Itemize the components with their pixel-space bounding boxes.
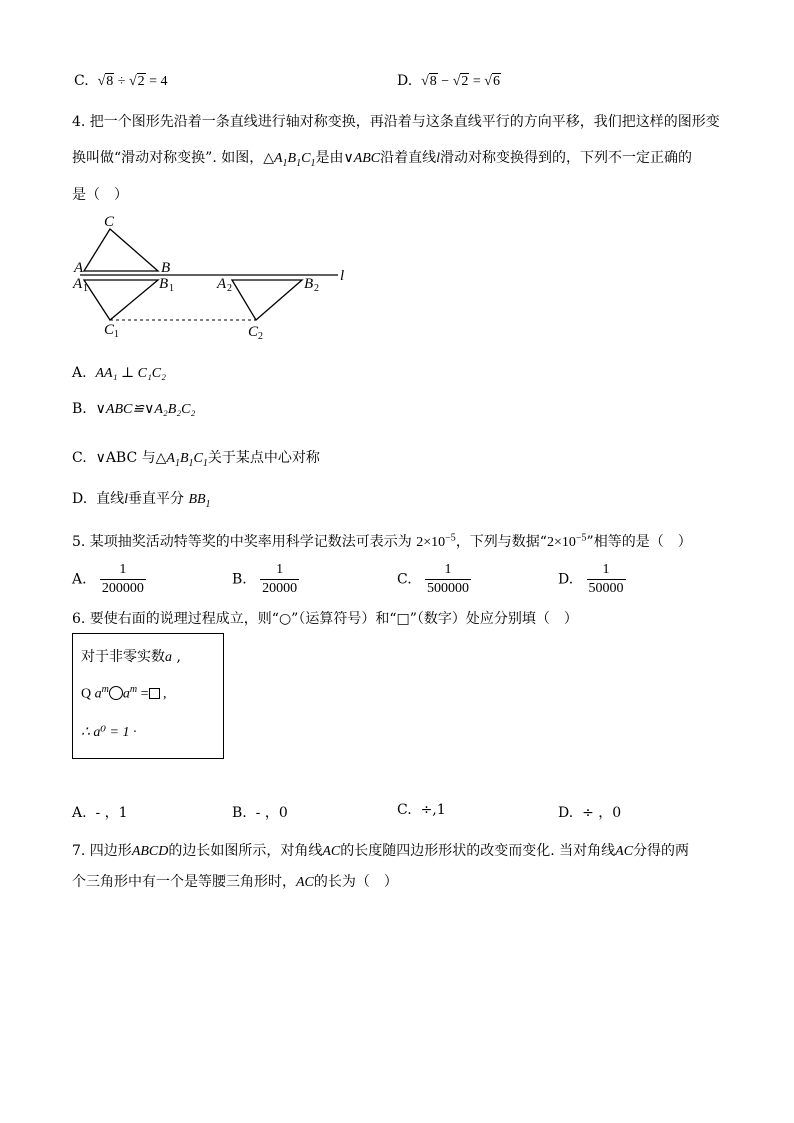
label-A: A xyxy=(74,260,84,276)
box-line3: ∴ a⁰ = 1 · xyxy=(81,725,137,740)
denominator: 20000 xyxy=(262,581,298,596)
q5-option-c xyxy=(397,562,471,597)
text: 的边长如图所示，对角线 xyxy=(168,843,323,859)
option-label: D. xyxy=(72,491,88,507)
q6-option-b xyxy=(232,802,288,822)
text: 换叫做“滑动对称变换”. 如图， xyxy=(72,150,264,166)
label-B2: B xyxy=(304,276,314,292)
label-B2-sub: 2 xyxy=(314,283,319,294)
fraction xyxy=(425,562,471,597)
option-label: A. xyxy=(72,805,87,821)
text: 的长为（ ） xyxy=(313,874,398,890)
q6-stem: 6. 要使右面的说理过程成立，则“○”（运算符号）和“□”（数字）处应分别填（ ） xyxy=(72,611,578,627)
triangle-abc xyxy=(84,229,158,271)
text: 5. 某项抽奖活动特等奖的中奖率用科学记数法可表示为 xyxy=(72,534,412,550)
denominator: 200000 xyxy=(101,581,144,596)
text: 滑动对称变换得到的，下列不一定正确的 xyxy=(440,150,693,166)
numerator: 1 xyxy=(260,562,299,580)
triangle-a1b1c1: $\triangle A_1B_1C_1$ xyxy=(263,151,316,169)
option-text: ∨ABC≌∨A₂B₂C₂ xyxy=(95,402,196,417)
q3-d-expression: √8 − √2 = √6 xyxy=(421,74,500,89)
label-l: l xyxy=(340,268,345,284)
q5-option-b xyxy=(232,562,299,597)
denominator: 500000 xyxy=(427,581,470,596)
option-text: ∨ABC 与 xyxy=(95,450,156,466)
option-text: - ，0 xyxy=(255,805,288,821)
result: = 4 xyxy=(149,74,168,89)
radicand: 6 xyxy=(492,74,500,89)
label-A1: A xyxy=(73,276,83,292)
q7-stem-line2 xyxy=(72,871,398,891)
line-l: l xyxy=(124,492,128,507)
option-text: AA₁ ⊥ C₁C₂ xyxy=(95,366,167,381)
label-C2: C xyxy=(248,324,259,340)
q4-stem-line2 xyxy=(72,147,692,169)
box-line2: Q $a^m$ $a^m$ = , xyxy=(81,684,167,702)
segment-bb1: $BB_1$ xyxy=(188,492,211,510)
label-A2-sub: 2 xyxy=(227,283,232,294)
q6-option-d xyxy=(558,802,621,822)
denominator: 50000 xyxy=(588,581,624,596)
text: 7. 四边形 xyxy=(72,843,132,859)
label-A1-sub: 1 xyxy=(83,283,88,294)
label-C: C xyxy=(104,214,115,230)
numerator: 1 xyxy=(587,562,626,580)
fraction xyxy=(587,562,626,597)
option-label: C. xyxy=(74,73,89,89)
triangle-a1b1c1: $\triangle A_1B_1C_1$ xyxy=(155,451,208,469)
triangle-a2b2c2 xyxy=(232,280,302,320)
q6-proof-box xyxy=(72,633,224,759)
operator: − xyxy=(441,74,450,89)
option-label: A. xyxy=(72,571,87,588)
operator: ÷ xyxy=(117,74,126,89)
q3-c-expression: √8 ÷ √2 = 4 xyxy=(97,74,168,89)
option-label: D. xyxy=(558,805,574,821)
option-text: 直线 xyxy=(96,491,125,507)
label-C2-sub: 2 xyxy=(258,331,263,342)
option-text: 关于某点中心对称 xyxy=(207,450,320,466)
fraction xyxy=(100,562,146,597)
triangle-abc: ∨ABC xyxy=(343,151,381,166)
label-A2: A xyxy=(217,276,227,292)
option-text: - ，1 xyxy=(95,805,128,821)
q5-option-a xyxy=(72,562,146,597)
radicand: 8 xyxy=(429,74,437,89)
numerator: 1 xyxy=(425,562,471,580)
option-text: 垂直平分 xyxy=(127,491,184,507)
q4-stem-line3: 是（ ） xyxy=(72,187,128,203)
numerator: 1 xyxy=(100,562,146,580)
option-label: C. xyxy=(397,802,412,818)
text: 对于非零实数 xyxy=(81,649,165,665)
option-text: ÷,1 xyxy=(420,802,446,818)
q6-option-a xyxy=(72,802,128,822)
text: 个三角形中有一个是等腰三角形时， xyxy=(72,874,296,890)
text: 是由 xyxy=(315,150,344,166)
quad-abcd: ABCD xyxy=(131,844,169,859)
q5-option-d xyxy=(558,562,626,597)
diagonal-ac: AC xyxy=(296,875,314,890)
number-placeholder xyxy=(149,688,160,699)
diagonal-ac: AC xyxy=(322,844,341,859)
text: 分得的两 xyxy=(633,843,690,859)
q4-option-d xyxy=(72,488,211,510)
option-label: C. xyxy=(397,571,412,588)
q4-stem-line1: 4. 把一个图形先沿着一条直线进行轴对称变换，再沿着与这条直线平行的方向平移，我们把这样的图形变 xyxy=(72,114,720,130)
q5-stem xyxy=(72,531,692,551)
option-label: C. xyxy=(72,450,87,466)
text: 的长度随四边形形状的改变而变化. 当对角线 xyxy=(340,843,616,859)
text: ”相等的是（ ） xyxy=(586,534,692,550)
option-label: A. xyxy=(72,365,87,381)
option-label: B. xyxy=(72,401,87,417)
operator-placeholder xyxy=(109,686,123,700)
q3-option-c xyxy=(74,73,168,90)
radicand: 2 xyxy=(137,74,145,89)
diagonal-ac: AC xyxy=(615,844,634,859)
box-line1: 对于非零实数a , xyxy=(81,649,181,665)
equals: = xyxy=(472,74,481,89)
sci-notation: $2\times 10^{-5}$ xyxy=(546,532,587,550)
q4-option-a xyxy=(72,365,166,382)
option-label: B. xyxy=(232,571,247,588)
q3-option-d xyxy=(397,73,501,90)
text: 沿着直线 xyxy=(380,150,437,166)
option-label: B. xyxy=(232,805,247,821)
option-text: ÷ ，0 xyxy=(582,805,622,821)
line-l: l xyxy=(436,151,441,166)
q6-option-c xyxy=(397,802,446,818)
radicand: 8 xyxy=(106,74,114,89)
fraction xyxy=(260,562,299,597)
label-C1: C xyxy=(104,322,115,338)
q4-figure xyxy=(66,208,366,343)
sci-notation: $2\times 10^{-5}$ xyxy=(416,532,456,550)
var-a: a xyxy=(165,650,172,665)
label-B: B xyxy=(161,260,171,276)
text: ，下列与数据“ xyxy=(455,534,547,550)
q4-option-c xyxy=(72,447,320,469)
q4-option-b xyxy=(72,401,195,418)
label-C1-sub: 1 xyxy=(114,329,119,340)
q7-stem-line1 xyxy=(72,840,689,860)
triangle-a1b1c1 xyxy=(84,280,158,320)
option-label: D. xyxy=(397,73,413,89)
radicand: 2 xyxy=(461,74,469,89)
label-B1: B xyxy=(159,276,169,292)
option-label: D. xyxy=(558,571,574,588)
label-B1-sub: 1 xyxy=(169,283,174,294)
